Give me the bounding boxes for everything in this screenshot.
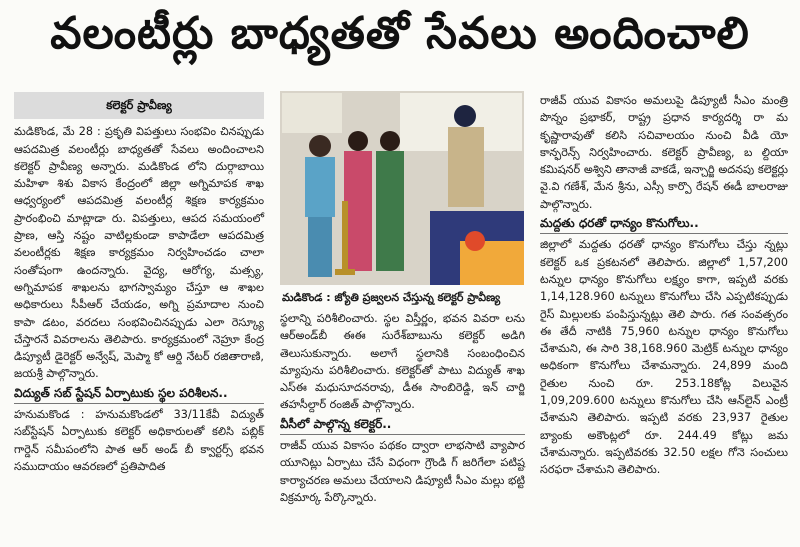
headline: వలంటీర్లు బాధ్యతతో సేవలు అందించాలి [50,8,750,59]
photo-caption: మడికొండ : జ్యోతి ప్రజ్వలన చేస్తున్న కలెక్టర్ ప్రావీణ్య [282,291,501,304]
column-3 [540,92,788,479]
column-1 [14,90,264,475]
subhead-grain-procurement: మద్దతు ధరతో ధాన్యం కొనుగోలు.. [540,215,788,234]
subhead-video-conference: వీసీలో పాల్గొన్న కలెక్టర్.. [280,416,525,435]
article-paragraph-3: స్థలాన్ని పరిశీలించారు. స్థల విస్తీర్ణం, భవన వివరా లను ఆర్‌అండ్‌బీ ఈఈ సురేశ్‌బాబును కలెక్టర్ అడిగి తెలుసుకున్నారు. అలాగే స్థలానికి సంబంధించిన మ్యాపును పరిశీలించారు. కలెక్టర్‌తో పాటు విద్యుత్ శాఖ ఎస్ఈ మధుసూదనరావు, డీఈ సాంబిరెడ్డి, ఇన్ చార్జి తహసీల్దార్ రంజిత్ పాల్గొన్నారు. [280,312,525,412]
kicker-label: కలెక్టర్ ప్రావీణ్య [14,92,264,119]
column-2 [280,310,525,506]
news-photo [280,91,524,285]
article-paragraph-4: రాజీవ్ యువ వికాసం పథకం ద్వారా లాభసాటి వ్యాపార యూనిట్లు ఏర్పాటు చేసే విధంగా గ్రౌండి గ్ జరిగేలా పటిష్ట కార్యాచరణ అమలు చేయాలని డిప్యూటీ సీఎం మల్లు భట్టి విక్రమార్క పేర్కొన్నారు. [280,439,525,504]
article-paragraph-5: రాజీవ్ యువ వికాసం అమలుపై డిప్యూటీ సీఎం మంత్రి పొన్నం ప్రభాకర్, రాష్ట్ర ప్రధాన కార్యదర్శి రా మ కృష్ణారావుతో కలిసి సచివాలయం నుంచి వీడి యో కాన్ఫరెన్స్ నిర్వహించారు. కలెక్టర్ ప్రావీణ్య, బ ల్దియా కమిషనర్ అశ్విని తానాజీ వాకడే, ఇన్చార్జి అదనపు కలెక్టర్లు వై.వి గణేశ్, మేన శ్రీను, ఎస్సీ కార్పొ రేషన్ ఈడీ బాలరాజు పాల్గొన్నారు. [540,94,788,211]
subhead-substation: విద్యుత్ సబ్ స్టేషన్ ఏర్పాటుకు స్థల పరిశీలన.. [14,385,264,404]
photo-lamp-lighting-icon [280,91,524,285]
article-paragraph-1: మడికొండ, మే 28 : ప్రకృతి విపత్తులు సంభవిం చినప్పుడు ఆపదమిత్ర వలంటీర్లు బాధ్యతతో సేవలు అందించాలని కలెక్టర్ ప్రావీణ్య అన్నారు. మడికొండ లోని దుర్గాబాయి మహిళా శిశు వికాస కేంద్రంలో జిల్లా అగ్నిమాపక శాఖ ఆధ్వర్యంలో ఆపదమిత్ర వలంటీర్ల శిక్షణ కార్యక్రమం ప్రారంభించి మాట్లాడా రు. విపత్తులు, ఆపద సమయంలో ప్రాణ, ఆస్తి నష్టం వాటిల్లకుండా కాపాడేలా ఆపదమిత్ర వలంటీర్లకు శిక్షణ కార్యక్రమం నిర్వహించడం చాలా సంతోషంగా ఉందన్నారు. వైద్య, ఆరోగ్య, మత్స్య, అగ్నిమాపక శాఖలను భాగస్వామ్యం చేస్తూ ఆ శాఖల అధికారులు సీపీఆర్ చేయడం, అగ్ని ప్రమాదాల నుంచి కాపా డటం, వరదలు సంభవించినప్పుడు ఎలా రెస్క్యూ చేస్తారనే వివరాలను తెలిపారు. కార్యక్రమంలో నెహ్రూ కేంద్ర డిప్యూటీ డైరెక్టర్ అన్వేష్, మెప్మా కో ఆర్డి నేటర్ రజితారాణి, జయశ్రీ పాల్గొన్నారు. [14,125,264,381]
article-paragraph-2: హనుమకొండ : హనుమకొండలో 33/11కేవీ విద్యుత్ సబ్‌స్టేషన్ ఏర్పాటుకు కలెక్టర్ అధికారులతో కలిసి పబ్లిక్ గార్డెన్ సమీపంలోని పాత ఆర్ అండ్ బీ క్వార్టర్స్ భవన సముదాయం ఆవరణలో ప్రతిపాదిత [14,408,264,473]
article-paragraph-6: జిల్లాలో మద్దతు ధరతో ధాన్యం కొనుగోలు చేస్తు న్నట్లు కలెక్టర్ ఒక ప్రకటనలో తెలిపారు. జిల్లాలో 1,57,200 టన్నుల ధాన్యం కొనుగోలు లక్ష్యం కాగా, ఇప్పటి వరకు 1,14,128.960 టన్నులు కొనుగోలు చేసి ఎప్పటికప్పుడు రైస్ మిల్లులకు పంపిస్తున్నట్లు తెలి పారు. గత సంవత్సరం ఈ తేదీ నాటికి 75,960 టన్నుల ధాన్యం కొనుగోలు చేశామని, ఈ సారి 38,168.960 మెట్రిక్ టన్నుల ధాన్యం అధికంగా కొనుగోలు చేశామన్నారు. 24,899 మంది రైతుల నుంచి రూ. 253.18కోట్ల విలువైన 1,09,209.600 టన్నులు కొనుగోలు చేసి ఆన్‌లైన్ ఎంట్రీ చేశామని తెలిపారు. ఇప్పటి వరకు 23,937 రైతుల బ్యాంకు అకౌంట్లలో రూ. 244.49 కోట్లు జమ చేశామన్నారు. ఇప్పటివరకు 32.50 లక్షల గోనె సంచులు సరఫరా చేశామని తెలిపారు. [540,238,788,477]
